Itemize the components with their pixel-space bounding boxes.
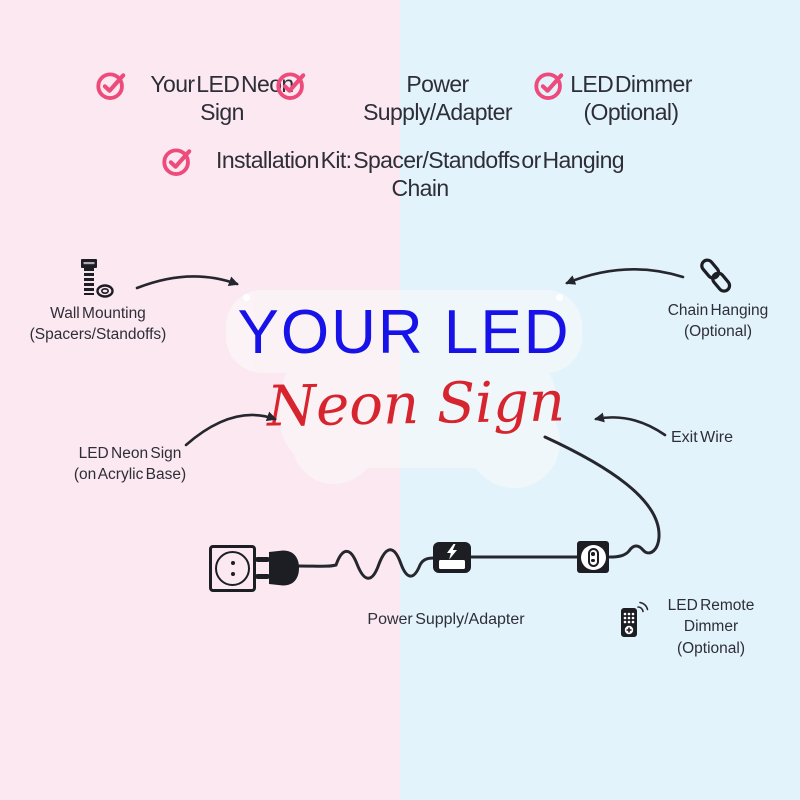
adapter-label-window <box>439 560 465 569</box>
exit-wire <box>545 437 659 557</box>
dimmer-button <box>591 559 595 563</box>
label-line: (on Acrylic Base) <box>73 466 187 484</box>
chain-hanging-label <box>638 300 798 343</box>
arrow-exit-wire <box>596 417 665 435</box>
label-line: (Optional) <box>676 639 746 657</box>
label-line: Wall Mounting <box>50 305 146 322</box>
checklist-item-label: Your LED Neon <box>150 71 294 97</box>
outlet-pin-hole <box>231 561 235 565</box>
led-remote-dimmer-label <box>622 595 772 659</box>
checklist-item-label: Power <box>406 71 469 97</box>
checklist-item-label: Supply/Adapter <box>363 98 512 125</box>
wall-outlet-icon <box>209 545 256 592</box>
checklist-item-label: Installation Kit: Spacer/Standoffs or Hanging <box>216 147 624 173</box>
label-line: LED Remote <box>667 597 755 614</box>
inline-dimmer-icon <box>577 541 609 573</box>
screw-icon <box>74 258 114 302</box>
lightning-bolt-icon <box>446 544 458 560</box>
dimmer-button <box>591 552 595 556</box>
label-line: (Optional) <box>683 323 753 341</box>
label-line: LED Neon Sign <box>78 445 182 462</box>
arrow-wall-mounting <box>137 276 237 288</box>
checklist-item-label: Chain <box>391 174 449 201</box>
checklist-item-label: LED Dimmer <box>570 71 692 97</box>
power-plug-icon <box>255 549 301 587</box>
checklist-item-label: Sign <box>200 98 244 125</box>
outlet-socket <box>215 551 250 586</box>
label-line: (Spacers/Standoffs) <box>29 326 167 344</box>
exit-wire-label: Exit Wire <box>671 429 733 446</box>
arrow-led-neon-sign <box>186 415 275 445</box>
arrow-chain-hanging <box>567 269 683 283</box>
dimmer-dial <box>581 545 606 570</box>
dimmer-switch <box>588 548 599 567</box>
label-line: Chain Hanging <box>667 302 769 319</box>
label-line: Dimmer <box>683 618 739 636</box>
outlet-pin-hole <box>231 572 235 576</box>
chain-icon <box>694 254 738 298</box>
checklist-item-label: (Optional) <box>583 98 679 125</box>
power-adapter-icon <box>433 542 471 573</box>
led-neon-sign-label <box>48 443 212 486</box>
sign-title: YOUR LED <box>237 298 571 367</box>
power-cord <box>298 550 434 579</box>
wall-mounting-label <box>18 303 178 346</box>
power-supply-label: Power Supply/Adapter <box>367 611 525 628</box>
sign-subtitle: Neon Sign <box>266 369 566 440</box>
